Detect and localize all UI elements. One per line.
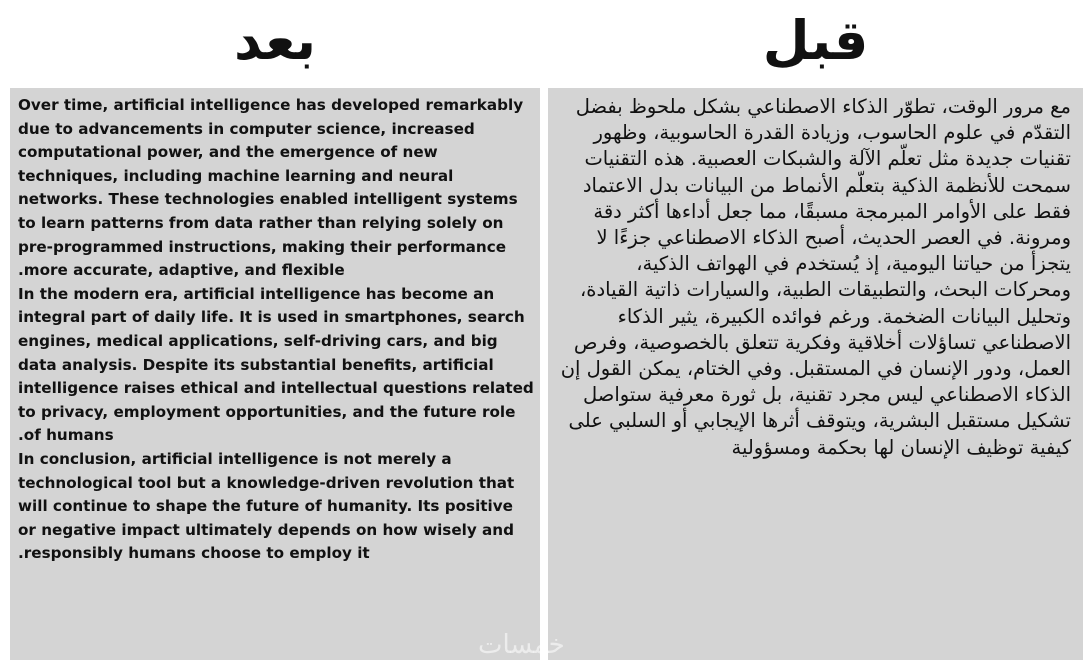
heading-before: قبل xyxy=(762,8,869,72)
after-paragraph-2: In the modern era, artificial intelligence has become an integral part of daily life. It is used in smartphones, search engines, medical applications, self-driving cars, and big data analysis. Despite its substantial benefits, artificial intelligence raises ethical and intellectual questions related to privacy, employment opportunities, and the future role of humans. xyxy=(18,284,534,445)
before-paragraph: مع مرور الوقت، تطوّر الذكاء الاصطناعي بشكل ملحوظ بفضل التقدّم في علوم الحاسوب، وزيادة القدرة الحاسوبية، وظهور تقنيات جديدة مثل تعلّم الآلة والشبكات العصبية. هذه التقنيات سمحت للأنظمة الذكية بتعلّم الأنماط من البيانات بدل الاعتماد فقط على الأوامر المبرمجة مسبقًا، مما جعل أداءها أكثر دقة ومرونة. في العصر الحديث، أصبح الذكاء الاصطناعي جزءًا لا يتجزأ من حياتنا اليومية، إذ يُستخدم في الهواتف الذكية، ومحركات البحث، والتطبيقات الطبية، والسيارات ذاتية القيادة، وتحليل البيانات الضخمة. ورغم فوائده الكبيرة، يثير الذكاء الاصطناعي تساؤلات أخلاقية وفكرية تتعلق بالخصوصية، وفرص العمل، ودور الإنسان في المستقبل. وفي الختام، يمكن القول إن الذكاء الاصطناعي ليس مجرد تقنية، بل ثورة معرفية ستواصل تشكيل مستقبل البشرية، ويتوقف أثرها الإيجابي أو السلبي على كيفية توظيف الإنسان لها بحكمة ومسؤولية xyxy=(560,95,1071,459)
heading-after: بعد xyxy=(234,8,316,72)
after-paragraph-3: In conclusion, artificial intelligence is not merely a technological tool but a knowledge-driven revolution that will continue to shape the future of humanity. Its positive or negative impact ultimately depends on how wisely and responsibly humans choose to employ it. xyxy=(18,449,515,563)
after-text-panel xyxy=(10,88,540,660)
after-paragraph-1: Over time, artificial intelligence has developed remarkably due to advancements in computer science, increased computational power, and the emergence of new techniques, including machine learning and neural networks. These technologies enabled intelligent systems to learn patterns from data rather than relying solely on pre-programmed instructions, making their performance more accurate, adaptive, and flexible. xyxy=(18,96,524,280)
watermark: خمسات xyxy=(478,630,565,660)
before-text-panel xyxy=(548,88,1083,660)
